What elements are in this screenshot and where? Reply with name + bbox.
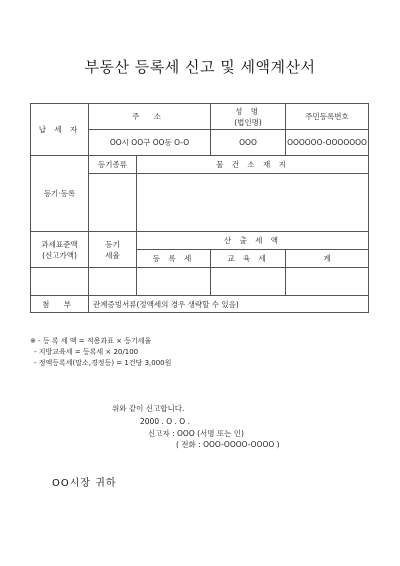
attachment-value: 관계증빙서류(정액세의 경우 생략할 수 있음)	[89, 296, 369, 313]
name-header: 성 명 (법인명)	[211, 104, 286, 130]
document-title: 부동산 등록세 신고 및 세액계산서	[84, 58, 316, 76]
taxpayer-label: 납 세 자	[31, 104, 89, 156]
tax-notes	[30, 336, 368, 369]
note-line: ※ - 등 록 세 액 = 적용과표 × 등기세율	[30, 337, 152, 345]
tax-base-label: 과세표준액 (신고가액)	[31, 232, 89, 268]
registration-type-header: 등기종류	[89, 156, 137, 174]
registration-tax-header: 등 록 세	[137, 250, 211, 268]
reporter-phone[interactable]: ( 전화 : OOO-OOOO-OOOO )	[176, 440, 280, 449]
addressee: OO시장 귀하	[52, 478, 117, 489]
registration-type-value[interactable]	[89, 174, 137, 232]
note-line: - 지방교육세 = 등록세 × 20/100	[34, 348, 139, 356]
note-line: - 정액등록세(말소,경정등) = 1건당 3,000원	[34, 359, 172, 367]
registration-tax-value[interactable]	[137, 268, 211, 296]
name-value[interactable]: OOO	[211, 130, 286, 156]
total-header: 계	[286, 250, 369, 268]
calculated-tax-header: 산 출 세 액	[137, 232, 369, 250]
reporter-signature[interactable]: 신고자 : OOO (서명 또는 인)	[148, 429, 244, 438]
registration-label: 등기·등록	[31, 156, 89, 232]
declaration-date[interactable]: 2000 . O . O .	[140, 417, 190, 426]
registration-rate-value[interactable]	[89, 268, 137, 296]
declaration-statement: 위와 같이 신고합니다.	[112, 404, 185, 413]
attachment-label: 첨 부	[31, 296, 89, 313]
total-value[interactable]	[286, 268, 369, 296]
address-header: 주 소	[89, 104, 211, 130]
resident-id-value[interactable]: OOOOOO-OOOOOOO	[286, 130, 369, 156]
tax-base-value[interactable]	[31, 268, 89, 296]
education-tax-header: 교 육 세	[211, 250, 286, 268]
property-location-header: 물 건 소 재 지	[137, 156, 369, 174]
registration-rate-label: 등기 세율	[89, 232, 137, 268]
tax-form-table	[30, 103, 369, 313]
education-tax-value[interactable]	[211, 268, 286, 296]
address-value[interactable]: OO시 OO구 OO동 O-O	[89, 130, 211, 156]
property-location-value[interactable]	[137, 174, 369, 232]
resident-id-header: 주민등록번호	[286, 104, 369, 130]
